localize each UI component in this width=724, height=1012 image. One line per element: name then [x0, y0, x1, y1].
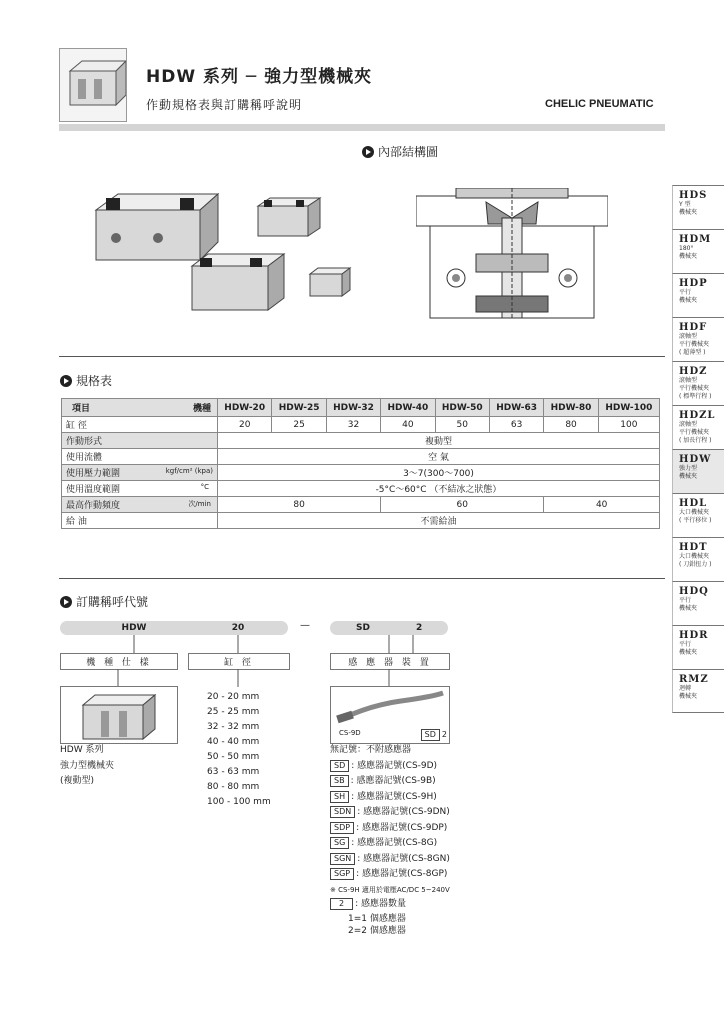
tab-hdp[interactable]: HDP 平行 機械夾	[672, 273, 724, 317]
table-head-item: 項目 機種	[62, 399, 218, 417]
tab-hdr[interactable]: HDR 平行 機械夾	[672, 625, 724, 669]
code-series-pill: HDW	[60, 621, 208, 635]
sensor-image-box	[330, 686, 450, 744]
sensor-img-code2: 2	[441, 730, 447, 739]
cell: 複動型	[218, 433, 660, 449]
list-item: SB : 感應器記號(CS-9B)	[330, 774, 450, 790]
list-item: SGP : 感應器記號(CS-8GP)	[330, 867, 450, 883]
cell: 20	[218, 417, 272, 433]
sensor-options	[330, 743, 450, 898]
connector-lines	[60, 635, 460, 655]
row-label: 缸 徑	[62, 417, 218, 433]
cell: 32	[326, 417, 380, 433]
bore-options	[207, 690, 271, 810]
arrow-circle-icon	[60, 596, 72, 608]
tab-hdf[interactable]: HDF 滾軸型 平行機械夾 ( 超薄型 )	[672, 317, 724, 361]
qty-options	[330, 897, 406, 937]
spec-section-header	[60, 372, 112, 389]
internal-structure-header	[362, 143, 438, 160]
brand-name: CHELIC PNEUMATIC	[545, 98, 654, 110]
tab-hdl[interactable]: HDL 大口機械夾 ( 平行移位 )	[672, 493, 724, 537]
cell: 40	[381, 417, 435, 433]
list-item: 40 - 40 mm	[207, 737, 260, 747]
tab-hdz[interactable]: HDZ 滾軸型 平行機械夾 ( 標準行程 )	[672, 361, 724, 405]
row-label: 使用溫度範圍 °C	[62, 481, 218, 497]
label-bore: 缸 徑	[188, 653, 290, 670]
gripper-medium-1	[258, 198, 320, 236]
model-header: HDW-80	[544, 399, 598, 417]
label-sensor: 感 應 器 裝 置	[330, 653, 450, 670]
table-row	[62, 497, 660, 513]
gripper-large-2	[192, 254, 284, 310]
cell: 不需給油	[218, 513, 660, 529]
sensor-image-code	[421, 729, 447, 741]
list-item: 25 - 25 mm	[207, 707, 260, 717]
tab-hdt[interactable]: HDT 大口機械夾 ( 刀鉗扭力 )	[672, 537, 724, 581]
cell: 25	[272, 417, 326, 433]
header-band	[59, 124, 665, 131]
sensor-image-label: CS-9D	[339, 729, 361, 737]
cell: 80	[218, 497, 381, 513]
list-item: SGN : 感應器記號(CS-8GN)	[330, 852, 450, 868]
page-subtitle: 作動規格表與訂購稱呼說明	[146, 98, 303, 112]
series-desc-line: HDW 系列	[60, 745, 104, 755]
list-item: 20 - 20 mm	[207, 692, 260, 702]
row-label: 使用流體	[62, 449, 218, 465]
cell: 80	[544, 417, 598, 433]
gripper-product-image	[61, 687, 177, 743]
code-sensor: SD	[356, 623, 370, 633]
list-item: SDP : 感應器記號(CS-9DP)	[330, 821, 450, 837]
label-series: 機 種 仕 樣	[60, 653, 178, 670]
cell: 100	[598, 417, 659, 433]
list-item: 63 - 63 mm	[207, 767, 260, 777]
cell: 63	[489, 417, 543, 433]
list-item: 2=2 個感應器	[348, 925, 406, 936]
model-header: HDW-40	[381, 399, 435, 417]
order-section-label: 訂購稱呼代號	[76, 595, 149, 609]
code-bore-pill: 20	[188, 621, 288, 635]
series-description	[60, 743, 114, 790]
connector-lines-2	[60, 669, 460, 687]
table-row	[62, 449, 660, 465]
spec-table	[61, 398, 660, 529]
gripper-large-1	[96, 194, 218, 260]
series-image-box	[60, 686, 178, 744]
table-row	[62, 399, 660, 417]
product-photos	[88, 180, 358, 340]
table-row	[62, 417, 660, 433]
section-divider	[59, 578, 665, 579]
cell: 50	[435, 417, 489, 433]
tab-hdw[interactable]: HDW 強力型 機械夾	[672, 449, 724, 493]
model-header: HDW-100	[598, 399, 659, 417]
internal-structure-label: 內部結構圖	[378, 145, 439, 159]
order-section-header	[60, 593, 148, 610]
arrow-circle-icon	[362, 146, 374, 158]
tab-rmz[interactable]: RMZ 迴轉 機械夾	[672, 669, 724, 713]
gripper-small-1	[310, 268, 350, 296]
sensor-note: ※ CS-9H 適用於電壓AC/DC 5~240V	[330, 885, 450, 894]
cell: 3～7(300～700)	[218, 465, 660, 481]
code-sensor-pill	[330, 621, 448, 635]
list-item: 32 - 32 mm	[207, 722, 260, 732]
model-header: HDW-20	[218, 399, 272, 417]
tab-hdm[interactable]: HDM 180° 機械夾	[672, 229, 724, 273]
spec-section-label: 規格表	[76, 374, 113, 388]
list-item: 80 - 80 mm	[207, 782, 260, 792]
table-row	[62, 513, 660, 529]
model-header: HDW-50	[435, 399, 489, 417]
series-logo-image	[59, 48, 127, 122]
tab-hdzl[interactable]: HDZL 滾軸型 平行機械夾 ( 加長行程 )	[672, 405, 724, 449]
list-item: 2 : 感應器數量	[330, 897, 406, 913]
tab-hds[interactable]: HDS Y 型 機械夾	[672, 185, 724, 229]
page-title: HDW 系列 ─ 強力型機械夾	[146, 67, 373, 87]
sensor-img-code1: SD	[421, 729, 440, 741]
sensor-image	[331, 687, 449, 727]
code-qty: 2	[416, 623, 423, 633]
code-dash: —	[300, 620, 310, 631]
cell: 60	[381, 497, 544, 513]
internal-structure-diagram	[416, 188, 608, 320]
row-label: 作動形式	[62, 433, 218, 449]
row-label: 給 油	[62, 513, 218, 529]
section-divider	[59, 356, 665, 357]
cell: -5°C～60°C （不結冰之狀態）	[218, 481, 660, 497]
tab-hdq[interactable]: HDQ 平行 機械夾	[672, 581, 724, 625]
no-mark-text: 無記號：不附感應器	[330, 745, 412, 755]
model-header: HDW-63	[489, 399, 543, 417]
cell: 40	[544, 497, 660, 513]
table-row	[62, 465, 660, 481]
table-row	[62, 433, 660, 449]
list-item: SG : 感應器記號(CS-8G)	[330, 836, 450, 852]
model-header: HDW-25	[272, 399, 326, 417]
series-nav-tabs	[672, 185, 724, 713]
row-label: 使用壓力範圍 kgf/cm² (kpa)	[62, 465, 218, 481]
list-item: SD : 感應器記號(CS-9D)	[330, 759, 450, 775]
list-item: 50 - 50 mm	[207, 752, 260, 762]
cell: 空 氣	[218, 449, 660, 465]
table-row	[62, 481, 660, 497]
model-header: HDW-32	[326, 399, 380, 417]
arrow-circle-icon	[60, 375, 72, 387]
list-item: SDN : 感應器記號(CS-9DN)	[330, 805, 450, 821]
list-item: 100 - 100 mm	[207, 797, 271, 807]
series-desc-line: (複動型)	[60, 776, 95, 786]
series-desc-line: 強力型機械夾	[60, 760, 115, 771]
list-item: 1=1 個感應器	[348, 913, 406, 924]
list-item: SH : 感應器記號(CS-9H)	[330, 790, 450, 806]
row-label: 最高作動頻度 次/min	[62, 497, 218, 513]
